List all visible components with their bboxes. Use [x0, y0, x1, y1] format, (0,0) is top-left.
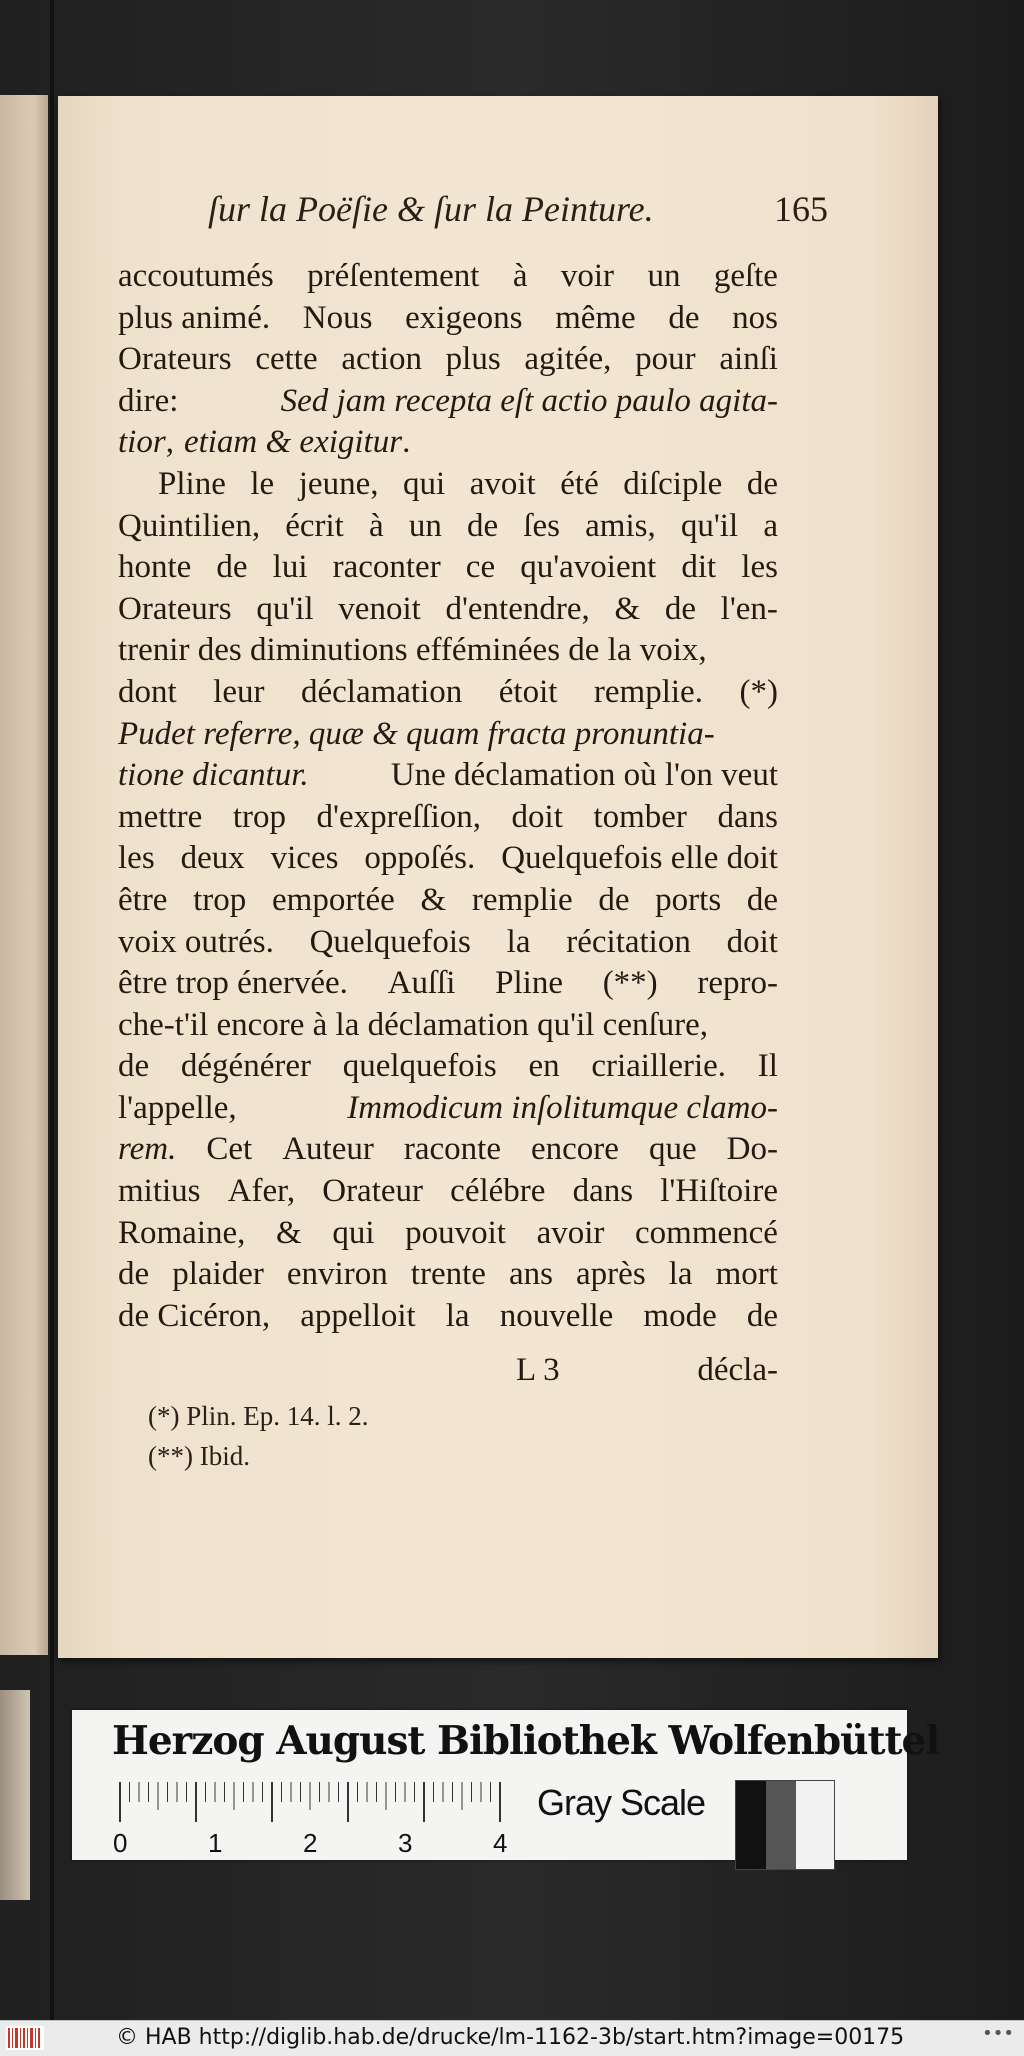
text-segment: les	[118, 840, 155, 877]
gray-swatch	[736, 1781, 766, 1869]
text-segment: plus	[445, 341, 501, 378]
text-segment: d'expreſſion,	[316, 798, 482, 835]
text-segment: nos	[732, 299, 778, 336]
footnote: (*) Plin. Ep. 14. l. 2.	[148, 1401, 369, 1431]
text-segment: de	[668, 299, 700, 336]
text-segment: vices	[270, 840, 339, 877]
text-segment: de	[466, 507, 499, 544]
text-segment: de	[746, 465, 778, 502]
text-segment: d'entendre,	[445, 590, 590, 627]
text-segment: être trop énervée.	[118, 965, 348, 1002]
text-segment: deux	[180, 840, 245, 877]
text-segment: célébre	[450, 1173, 546, 1210]
text-segment: doit	[511, 798, 563, 835]
text-segment: mode	[643, 1297, 717, 1334]
text-segment: repro-	[697, 965, 778, 1002]
text-segment: &	[420, 881, 447, 918]
text-segment: che-t'il encore à la déclamation qu'il cenſure,	[118, 1006, 709, 1043]
gray-scale-label: Gray Scale	[537, 1782, 706, 1823]
text-line	[118, 422, 778, 464]
text-segment: Pline	[495, 965, 563, 1002]
text-segment: qu'avoient	[520, 549, 657, 586]
ruler-number: 1	[208, 1828, 223, 1858]
text-line	[118, 922, 778, 964]
text-segment: trente	[410, 1256, 486, 1293]
text-segment: de	[118, 1256, 150, 1293]
text-segment: rem.	[118, 1131, 177, 1168]
text-segment: de Cicéron,	[118, 1297, 271, 1334]
text-line	[118, 880, 778, 922]
text-segment: (*)	[739, 673, 778, 710]
text-segment: qui	[332, 1214, 375, 1251]
text-segment: pouvoit	[405, 1214, 506, 1251]
text-segment: de	[746, 881, 778, 918]
text-line	[118, 1129, 778, 1171]
text-segment: à	[512, 258, 528, 294]
text-line	[118, 1046, 778, 1088]
text-segment: de	[664, 590, 696, 627]
ruler-number: 3	[398, 1828, 413, 1858]
gray-scale-swatches	[735, 1780, 835, 1870]
text-segment: Orateurs	[118, 341, 232, 378]
text-segment: Pudet referre, quæ & quam fracta pronuntia-	[118, 715, 715, 752]
text-segment: Afer,	[227, 1173, 296, 1210]
text-segment: Cet	[206, 1131, 253, 1168]
text-line	[118, 506, 778, 548]
text-line	[118, 838, 778, 880]
text-segment: Sed jam recepta eſt actio paulo agita-	[280, 382, 778, 419]
text-segment: mort	[715, 1256, 778, 1293]
text-line	[118, 547, 778, 589]
footnotes	[148, 1396, 369, 1476]
text-segment: étoit	[498, 673, 558, 710]
text-segment: &	[276, 1214, 302, 1251]
text-segment: dégénérer	[180, 1048, 311, 1085]
text-line	[118, 1005, 778, 1047]
body-text	[118, 256, 778, 1337]
ruler-number: 2	[303, 1828, 318, 1858]
text-segment: de	[216, 549, 248, 586]
text-segment: Orateur	[322, 1173, 424, 1210]
signature-line	[118, 1352, 778, 1396]
text-segment: Orateurs	[118, 590, 232, 627]
text-segment: criaillerie.	[591, 1048, 727, 1085]
text-segment: être	[118, 881, 168, 918]
text-line	[118, 963, 778, 1005]
text-segment: raconter	[332, 549, 441, 586]
text-segment: mettre	[118, 798, 203, 835]
running-head-title: ſur la Poëſie & ſur la Peinture.	[208, 189, 654, 229]
text-segment: raconte	[403, 1131, 501, 1168]
text-segment: la	[445, 1297, 470, 1334]
text-segment: Quintilien,	[118, 507, 261, 544]
text-segment: plaider	[172, 1256, 264, 1293]
text-segment: déclamation	[300, 673, 463, 710]
text-segment: cette	[255, 341, 318, 378]
ruler-number: 0	[113, 1828, 128, 1858]
text-segment: mitius	[118, 1173, 201, 1210]
text-segment: action	[341, 341, 422, 378]
text-segment: dire:	[118, 382, 179, 419]
book-page	[58, 96, 938, 1658]
text-segment: l'Hiſtoire	[660, 1173, 778, 1210]
text-segment: un	[647, 258, 681, 294]
text-segment: voir	[560, 258, 615, 294]
text-segment: Romaine,	[118, 1214, 246, 1251]
text-segment: dit	[681, 549, 717, 586]
text-segment: Quelquefois elle doit	[501, 840, 778, 877]
text-segment: trop	[193, 881, 247, 918]
text-segment: nouvelle	[499, 1297, 614, 1334]
text-segment: geſte	[713, 258, 778, 294]
text-segment: Il	[757, 1048, 778, 1085]
text-segment: venoit	[338, 590, 421, 627]
text-segment: Do-	[726, 1131, 778, 1168]
copyright-url[interactable]: © HAB http://diglib.hab.de/drucke/lm-1162-3b/start.htm?image=00175	[116, 2025, 905, 2050]
text-line	[118, 672, 778, 714]
text-segment: dont	[118, 673, 177, 710]
text-segment: le	[250, 465, 275, 502]
text-segment: de	[746, 1297, 778, 1334]
text-segment: leur	[213, 673, 265, 710]
text-segment: amis,	[585, 507, 656, 544]
text-segment: la	[668, 1256, 693, 1293]
text-line	[118, 298, 778, 340]
previous-page-edge-lower	[0, 1690, 30, 1900]
catchword: décla-	[697, 1352, 778, 1388]
text-line	[118, 1171, 778, 1213]
text-segment: qui	[403, 465, 446, 502]
text-segment: doit	[726, 923, 778, 960]
text-segment: récitation	[566, 923, 691, 960]
ellipsis-icon[interactable]: •••	[982, 2023, 1014, 2044]
text-segment: un	[408, 507, 442, 544]
text-line	[118, 1296, 778, 1338]
text-segment: avoir	[536, 1214, 605, 1251]
text-segment: ainſi	[719, 341, 778, 378]
previous-page-edge	[0, 95, 48, 1655]
text-segment: dans	[717, 798, 778, 835]
text-segment: voix outrés.	[118, 923, 274, 960]
text-segment: appelloit	[300, 1297, 416, 1334]
text-segment: à	[369, 507, 384, 544]
text-segment: Auſſi	[387, 965, 456, 1002]
text-segment: (**)	[602, 965, 658, 1002]
text-segment: ports	[655, 881, 722, 918]
text-segment: quelquefois	[342, 1048, 497, 1085]
text-line	[118, 1213, 778, 1255]
text-segment: emportée	[272, 881, 395, 918]
text-line	[118, 381, 778, 423]
text-segment: jeune,	[298, 465, 379, 502]
text-line	[118, 464, 778, 506]
text-segment: l'appelle,	[118, 1089, 237, 1126]
text-segment: agitée,	[524, 341, 612, 378]
gray-swatch	[796, 1781, 834, 1869]
footnote: (**) Ibid.	[148, 1441, 250, 1471]
text-segment: dans	[572, 1173, 634, 1210]
text-segment: été	[560, 465, 599, 502]
text-segment: a	[763, 507, 778, 544]
text-line	[118, 630, 778, 672]
color-calibration-card	[72, 1710, 940, 1860]
text-segment: Quelquefois	[309, 923, 471, 960]
institution-name: Herzog August Bibliothek Wolfenbüttel	[112, 1718, 940, 1764]
text-segment: plus animé.	[118, 299, 271, 336]
barcode-icon	[6, 2026, 44, 2050]
text-segment: honte	[118, 549, 192, 586]
text-segment: la	[506, 923, 531, 960]
text-segment: même	[555, 299, 636, 336]
text-segment: de	[118, 1048, 150, 1085]
text-segment: trop	[232, 798, 286, 835]
text-segment: pour	[635, 341, 696, 378]
text-segment: qu'il	[680, 507, 739, 544]
text-segment: de	[598, 881, 630, 918]
text-line	[118, 1088, 778, 1130]
ruler-number: 4	[493, 1828, 508, 1858]
text-line	[118, 339, 778, 381]
text-segment: exigeons	[405, 299, 523, 336]
text-segment: que	[648, 1131, 697, 1168]
text-segment: trenir des diminutions efféminées de la voix,	[118, 632, 707, 669]
text-segment: ans	[508, 1256, 553, 1293]
text-segment: oppoſés.	[364, 840, 476, 877]
text-segment: tomber	[593, 798, 687, 835]
text-line	[118, 797, 778, 839]
text-segment: &	[614, 590, 641, 627]
text-segment: avoit	[469, 465, 536, 502]
text-segment: l'en-	[720, 590, 778, 627]
text-segment: qu'il	[256, 590, 314, 627]
status-bar	[0, 2020, 1024, 2056]
text-segment: Pline	[158, 465, 226, 502]
text-segment: etiam & exigitur	[183, 424, 403, 461]
text-segment: écrit	[285, 507, 344, 544]
text-segment: les	[741, 549, 778, 586]
book-gutter	[50, 0, 54, 2020]
text-segment: remplie	[471, 881, 573, 918]
text-segment: ,	[165, 424, 174, 461]
signature-mark: L 3	[516, 1352, 560, 1388]
text-segment: accoutumés	[118, 258, 274, 294]
text-segment: Auteur	[282, 1131, 374, 1168]
text-segment: en	[528, 1048, 560, 1085]
text-segment: après	[576, 1256, 646, 1293]
text-line	[118, 256, 778, 298]
text-segment: ſes	[523, 507, 560, 544]
page-number: 165	[774, 189, 828, 229]
text-line	[118, 1254, 778, 1296]
text-segment: tior	[118, 424, 166, 461]
text-segment: encore	[531, 1131, 619, 1168]
text-segment: préſentement	[307, 258, 480, 294]
text-segment: lui	[272, 549, 308, 586]
scale-ruler	[112, 1782, 512, 1862]
text-segment: .	[402, 424, 411, 461]
text-segment: diſciple	[623, 465, 723, 502]
text-line	[118, 714, 778, 756]
text-segment: Nous	[302, 299, 373, 336]
text-line	[118, 755, 778, 797]
text-line	[118, 589, 778, 631]
running-head	[208, 188, 828, 238]
text-segment: Immodicum inſolitumque clamo-	[347, 1089, 778, 1126]
text-segment: commencé	[635, 1214, 778, 1251]
text-segment: environ	[286, 1256, 388, 1293]
text-segment: tione dicantur.	[118, 757, 309, 794]
text-segment: ce	[465, 549, 496, 586]
text-segment: remplie.	[593, 673, 703, 710]
text-segment: Une déclamation où l'on veut	[390, 757, 778, 794]
gray-swatch	[766, 1781, 796, 1869]
